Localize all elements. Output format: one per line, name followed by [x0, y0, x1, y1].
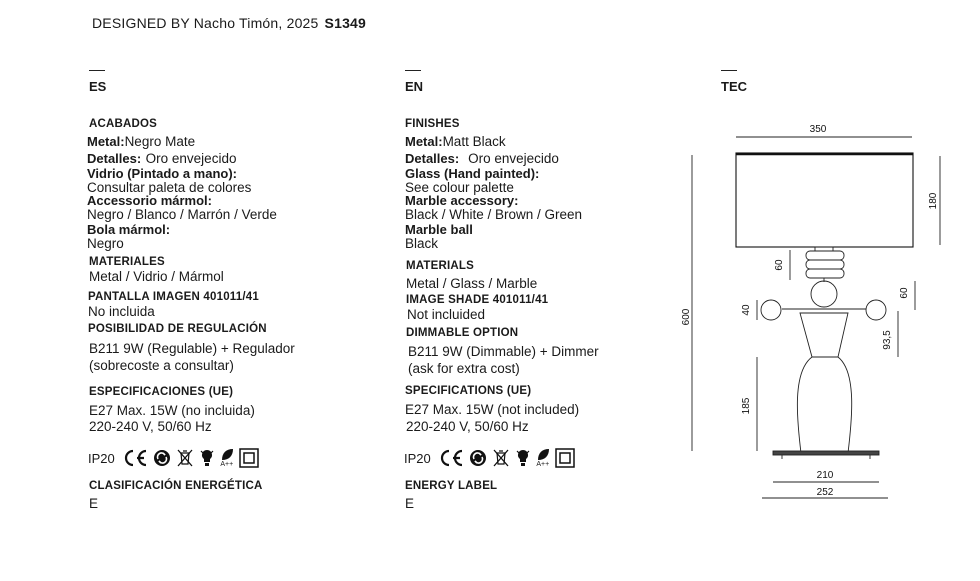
en-dimmable-title: DIMMABLE OPTION [406, 327, 519, 339]
en-marble-label: Marble accessory: [405, 193, 519, 208]
es-specs-value-2: 220-240 V, 50/60 Hz [89, 419, 212, 434]
lamp-ring-3 [806, 269, 844, 278]
dim-upper-body: 60 [774, 259, 785, 271]
product-code: S1349 [324, 15, 367, 31]
en-shade-value: Not incluided [407, 307, 486, 322]
dim-total-height: 600 [681, 308, 692, 326]
column-heading-tec: TEC [721, 79, 747, 94]
efficiency-class-label: A++ [536, 461, 550, 468]
en-shade-title: IMAGE SHADE 401011/41 [406, 294, 549, 306]
es-details-value: Oro envejecido [145, 151, 237, 166]
en-specs-value-1: E27 Max. 15W (not included) [405, 402, 580, 417]
glass-upper-cone [800, 313, 848, 357]
en-energy-value: E [405, 496, 415, 511]
es-shade-title: PANTALLA IMAGEN 401011/41 [88, 291, 259, 303]
lamp-shade [736, 153, 913, 247]
es-dimmable-value-1: B211 9W (Regulable) + Regulador [89, 341, 295, 356]
dim-glass-lower: 185 [741, 397, 752, 415]
dim-shade-height: 180 [928, 192, 939, 210]
es-details-label: Detalles: [87, 151, 142, 166]
dim-arm-ball-left: 40 [741, 304, 752, 316]
en-ball-value: Black [405, 236, 439, 251]
es-glass-value: Consultar paleta de colores [87, 180, 252, 195]
en-metal-value: Matt Black [442, 134, 506, 149]
en-specs-value-2: 220-240 V, 50/60 Hz [406, 419, 529, 434]
arm-ball-left [761, 300, 781, 320]
en-materials-value: Metal / Glass / Marble [406, 276, 538, 291]
es-materials-title: MATERIALES [89, 256, 165, 268]
es-specs-title: ESPECIFICACIONES (UE) [89, 386, 234, 398]
lamp-ring-2 [806, 260, 844, 269]
en-energy-title: ENERGY LABEL [405, 480, 498, 492]
es-ball-label: Bola mármol: [87, 222, 171, 237]
en-dimmable-value-1: B211 9W (Dimmable) + Dimmer [408, 344, 599, 359]
dim-base-outer: 252 [816, 487, 834, 498]
en-metal-label: Metal: [405, 134, 443, 149]
en-ball-label: Marble ball [405, 222, 473, 237]
en-glass-label: Glass (Hand painted): [405, 166, 540, 181]
dim-arm-ball-right: 60 [899, 287, 910, 299]
es-marble-value: Negro / Blanco / Marrón / Verde [87, 207, 277, 222]
es-marble-label: Accessorio mármol: [87, 193, 212, 208]
en-dimmable-value-2: (ask for extra cost) [408, 361, 520, 376]
marble-ball [811, 281, 837, 307]
es-shade-value: No incluida [88, 304, 155, 319]
es-energy-value: E [89, 496, 99, 511]
es-finishes-title: ACABADOS [89, 118, 158, 130]
en-details-value: Oro envejecido [468, 151, 559, 166]
column-heading-en: EN [405, 79, 424, 94]
es-metal-value: Negro Mate [124, 134, 196, 149]
es-materials-value: Metal / Vidrio / Mármol [89, 269, 224, 284]
lamp-base [773, 451, 879, 455]
es-glass-label: Vidrio (Pintado a mano): [87, 166, 237, 181]
es-specs-value-1: E27 Max. 15W (no incluida) [89, 403, 255, 418]
en-specs-title: SPECIFICATIONS (UE) [405, 385, 532, 397]
es-metal-label: Metal: [87, 134, 125, 149]
glass-lower-vase [797, 357, 851, 453]
es-ball-value: Negro [87, 236, 124, 251]
es-dimmable-title: POSIBILIDAD DE REGULACIÓN [88, 323, 267, 335]
designer-credit: DESIGNED BY Nacho Timón, 2025 [92, 15, 319, 31]
lamp-ring-1 [806, 251, 844, 260]
en-finishes-title: FINISHES [405, 118, 460, 130]
dim-shade-width: 350 [809, 124, 827, 135]
lamp-neck [815, 247, 833, 251]
es-energy-title: CLASIFICACIÓN ENERGÉTICA [89, 480, 263, 492]
en-materials-title: MATERIALS [406, 260, 475, 272]
efficiency-class-label: A++ [220, 461, 234, 468]
ip-rating: IP20 [404, 450, 431, 466]
en-details-label: Detalles: [405, 151, 460, 166]
dim-glass-upper: 93,5 [882, 330, 893, 350]
ip-rating: IP20 [88, 450, 115, 466]
en-marble-value: Black / White / Brown / Green [405, 207, 583, 222]
es-dimmable-value-2: (sobrecoste a consultar) [89, 358, 234, 373]
column-heading-es: ES [89, 79, 107, 94]
arm-ball-right [866, 300, 886, 320]
en-glass-value: See colour palette [405, 180, 514, 195]
dim-base-inner: 210 [816, 470, 834, 481]
